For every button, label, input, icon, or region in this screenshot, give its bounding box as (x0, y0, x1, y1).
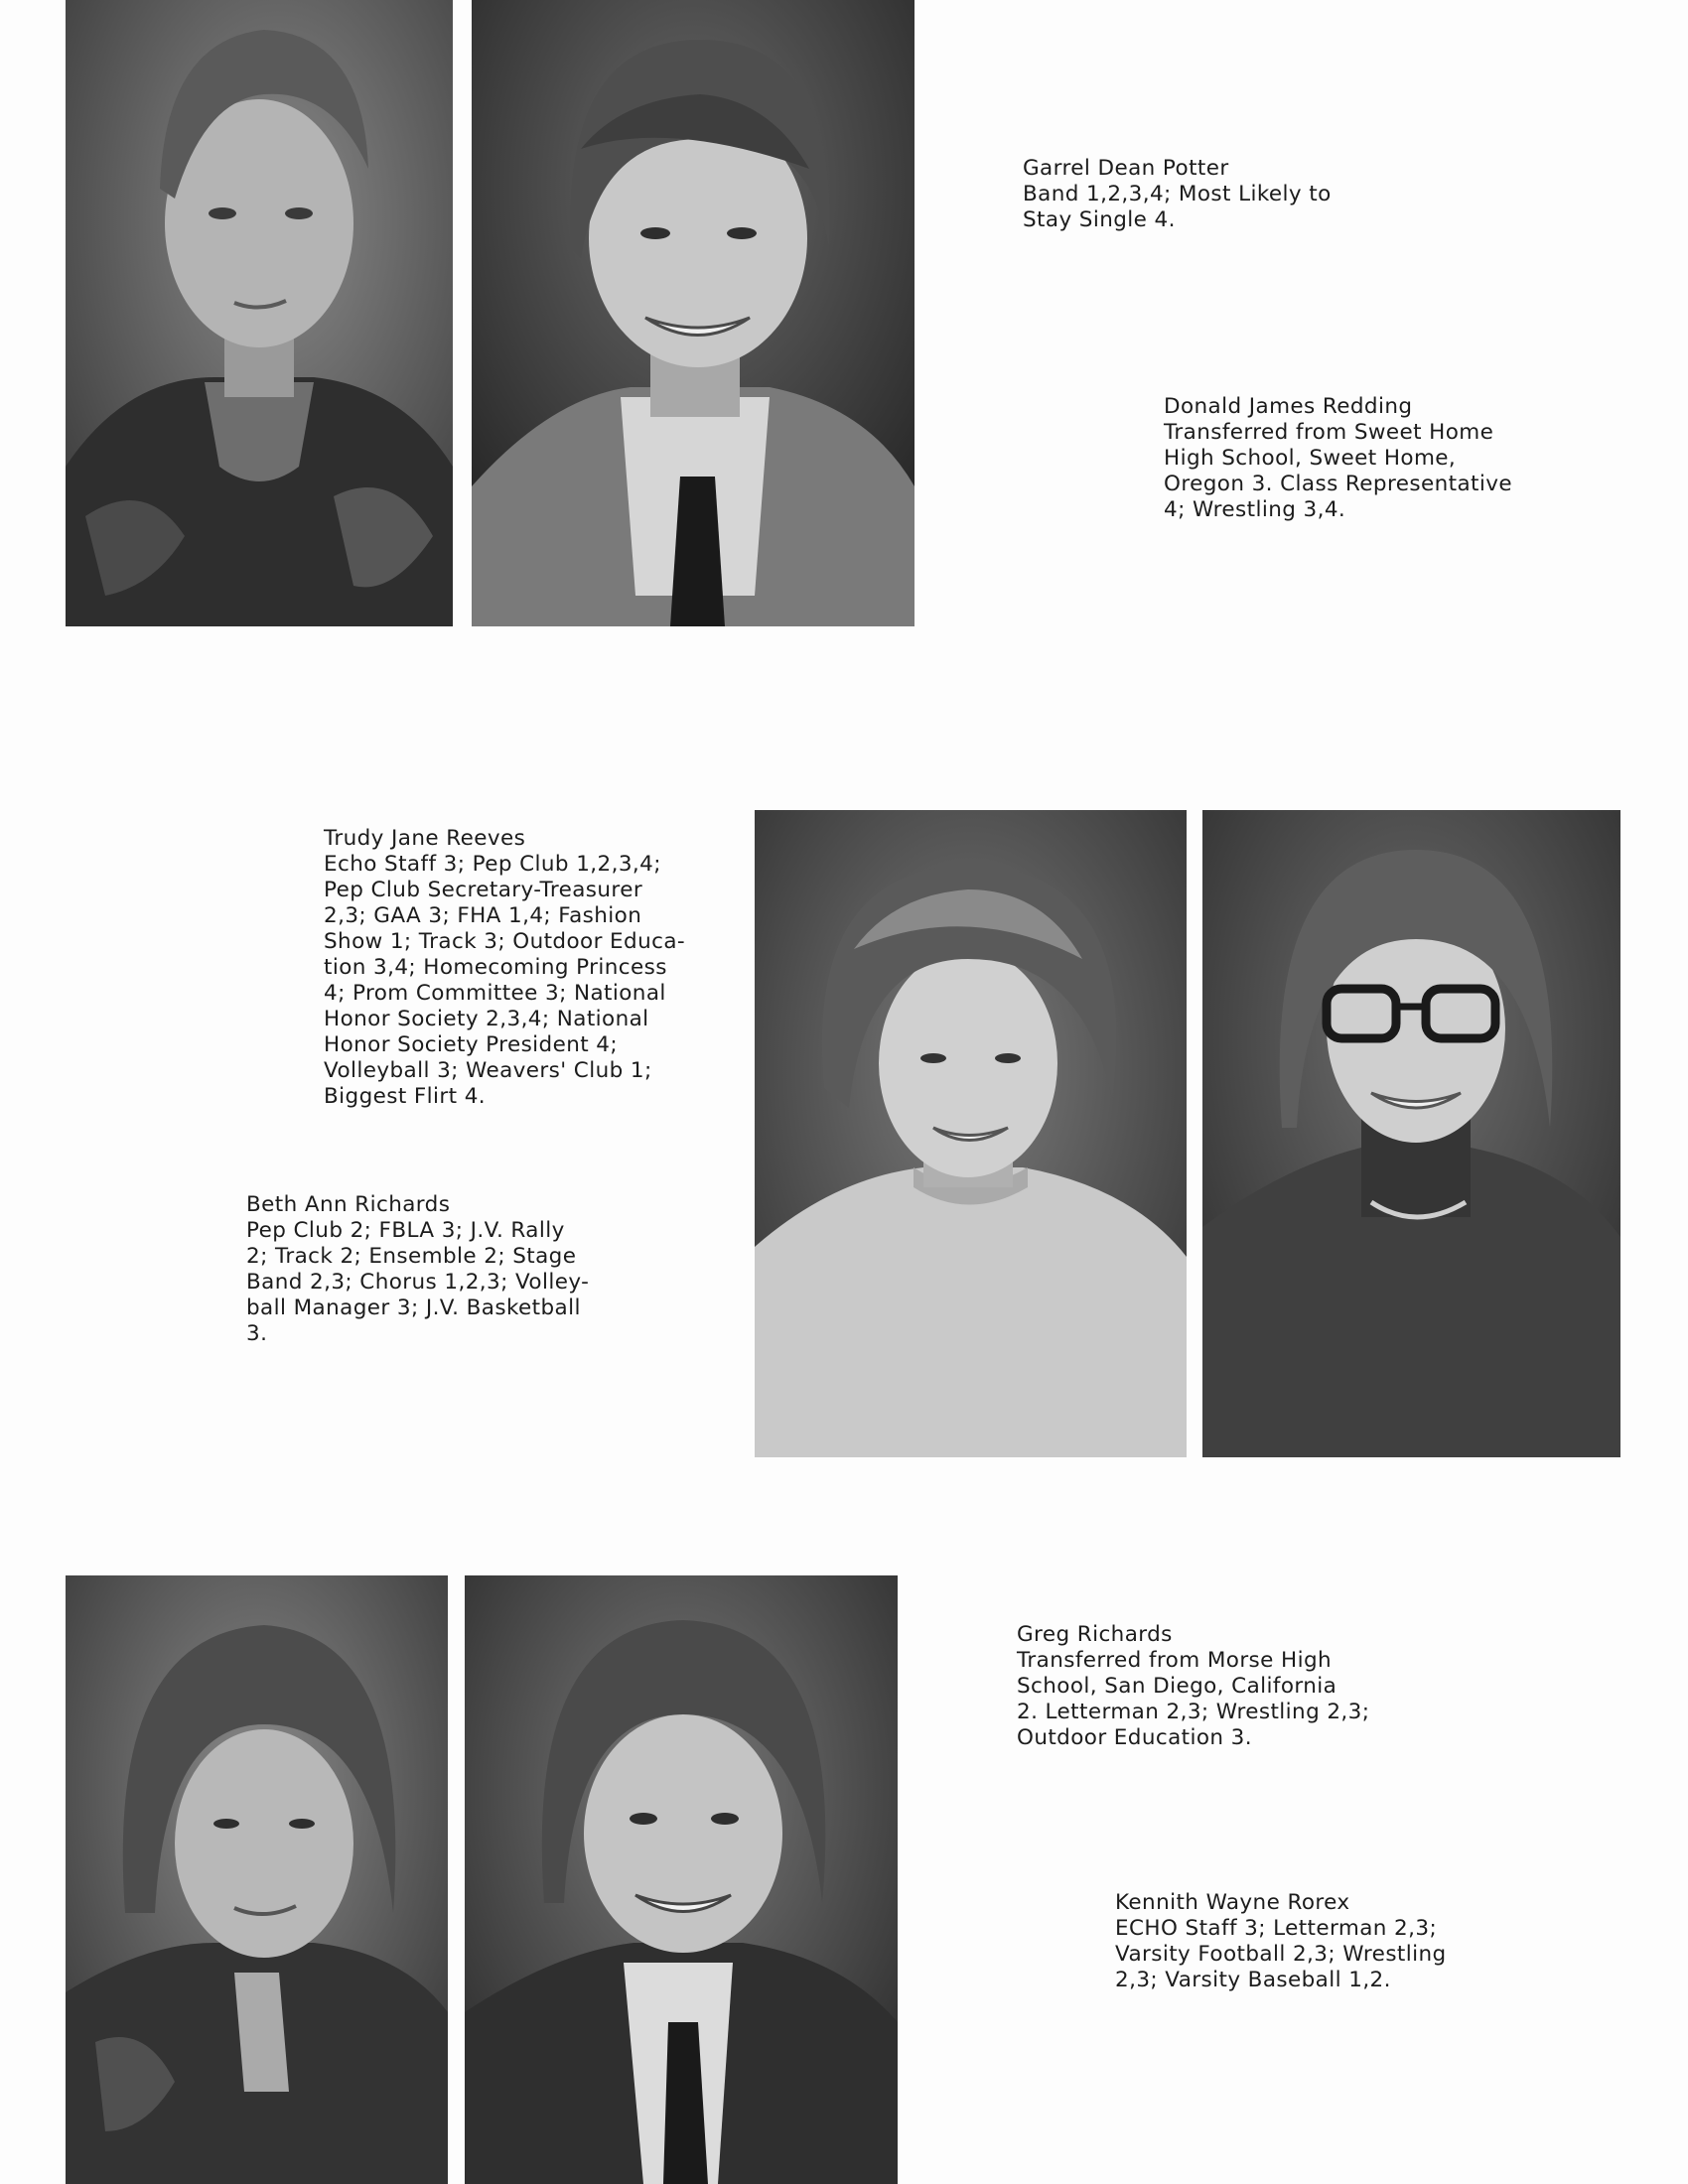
activity-line: Honor Society President 4; (324, 1032, 619, 1057)
activity-line: Transferred from Morse High (1017, 1648, 1333, 1673)
student-name: Trudy Jane Reeves (324, 826, 526, 851)
portrait-donald-james-redding (472, 0, 914, 626)
activity-line: Volleyball 3; Weavers' Club 1; (324, 1058, 652, 1083)
portrait-garrel-dean-potter (66, 0, 453, 626)
activity-line: 2,3; Varsity Baseball 1,2. (1115, 1968, 1391, 1992)
student-name: Greg Richards (1017, 1622, 1173, 1647)
student-name: Garrel Dean Potter (1023, 156, 1229, 181)
activity-line: ball Manager 3; J.V. Basketball (246, 1296, 581, 1320)
activity-line: School, San Diego, California (1017, 1674, 1337, 1699)
activity-line: Stay Single 4. (1023, 207, 1176, 232)
caption-beth-ann-richards (246, 1192, 589, 1347)
activity-line: ECHO Staff 3; Letterman 2,3; (1115, 1916, 1438, 1941)
activity-line: 2. Letterman 2,3; Wrestling 2,3; (1017, 1700, 1370, 1724)
activity-line: Oregon 3. Class Representative (1164, 472, 1512, 496)
activity-line: 2,3; GAA 3; FHA 1,4; Fashion (324, 903, 642, 928)
activity-line: Varsity Football 2,3; Wrestling (1115, 1942, 1447, 1967)
activity-line: Pep Club 2; FBLA 3; J.V. Rally (246, 1218, 565, 1243)
activity-line: Band 2,3; Chorus 1,2,3; Volley- (246, 1270, 590, 1295)
portrait-trudy-jane-reeves (755, 810, 1187, 1457)
activity-line: 4; Prom Committee 3; National (324, 981, 666, 1006)
student-name: Beth Ann Richards (246, 1192, 451, 1217)
activity-line: 4; Wrestling 3,4. (1164, 497, 1346, 522)
caption-trudy-jane-reeves (324, 826, 685, 1110)
activity-line: tion 3,4; Homecoming Princess (324, 955, 667, 980)
activity-line: High School, Sweet Home, (1164, 446, 1457, 471)
student-name: Kennith Wayne Rorex (1115, 1890, 1350, 1915)
activity-line: Pep Club Secretary-Treasurer (324, 878, 643, 902)
portrait-greg-richards (66, 1575, 448, 2184)
activity-line: Honor Society 2,3,4; National (324, 1007, 649, 1031)
caption-greg-richards (1017, 1622, 1369, 1751)
activity-line: Transferred from Sweet Home (1164, 420, 1494, 445)
activity-line: Echo Staff 3; Pep Club 1,2,3,4; (324, 852, 661, 877)
caption-kennith-wayne-rorex (1115, 1890, 1447, 1993)
activity-line: 2; Track 2; Ensemble 2; Stage (246, 1244, 577, 1269)
portrait-beth-ann-richards (1202, 810, 1620, 1457)
activity-line: Show 1; Track 3; Outdoor Educa- (324, 929, 686, 954)
activity-line: Outdoor Education 3. (1017, 1725, 1252, 1750)
student-name: Donald James Redding (1164, 394, 1413, 419)
activity-line: Band 1,2,3,4; Most Likely to (1023, 182, 1332, 206)
activity-line: Biggest Flirt 4. (324, 1084, 487, 1109)
activity-line: 3. (246, 1321, 268, 1346)
portrait-kennith-wayne-rorex (465, 1575, 898, 2184)
caption-garrel-dean-potter (1023, 156, 1332, 233)
caption-donald-james-redding (1164, 394, 1512, 523)
